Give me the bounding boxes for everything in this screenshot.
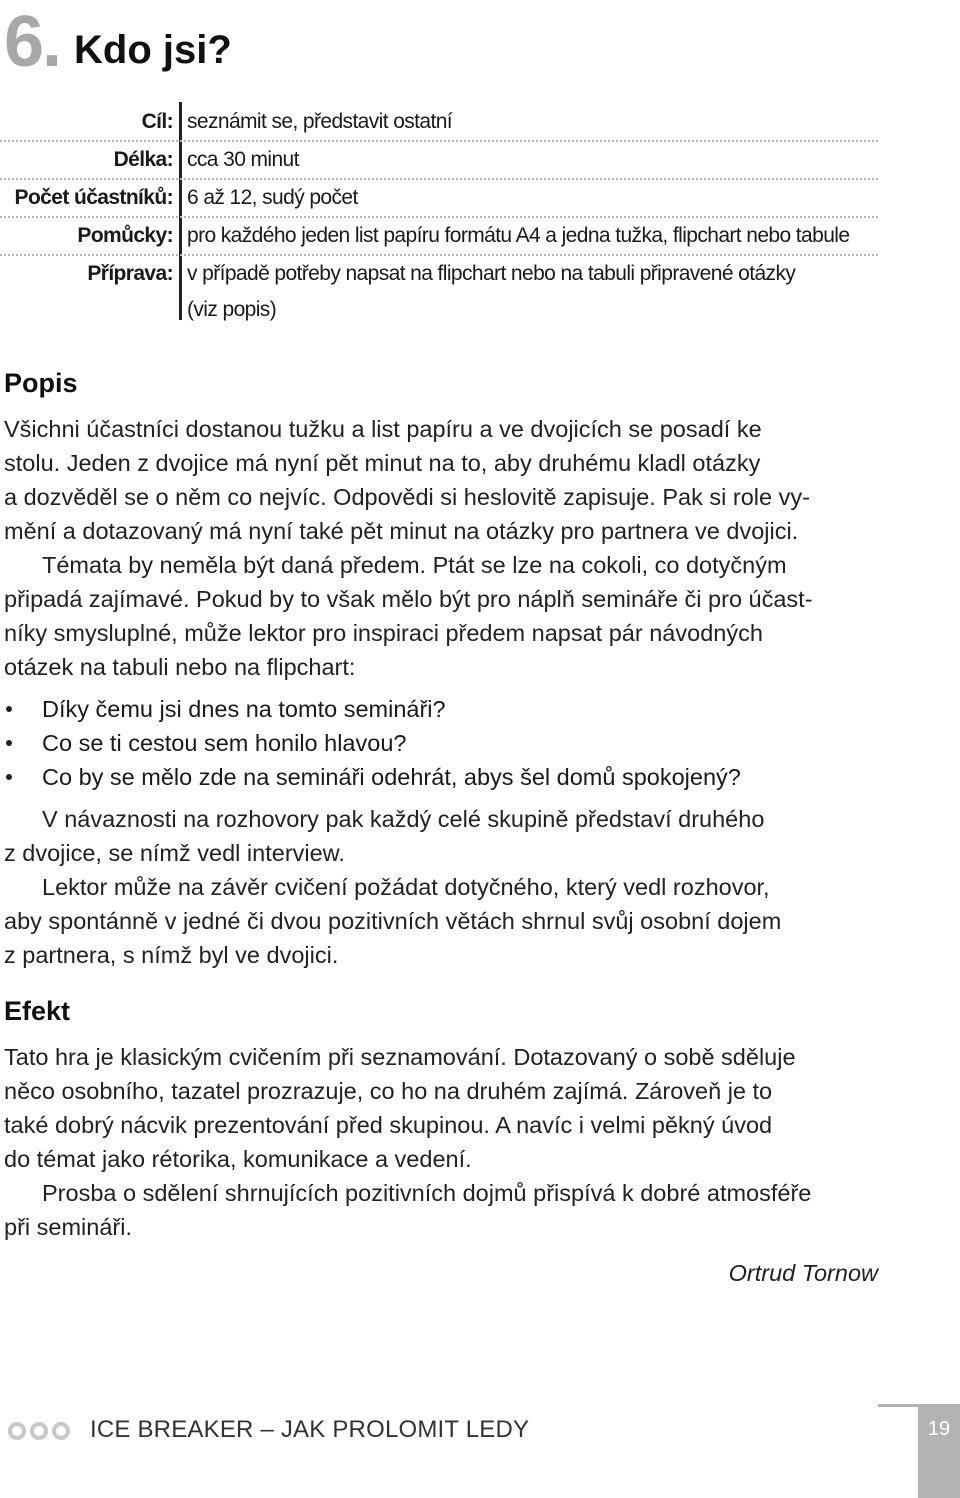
efekt-paragraph-2 — [4, 1176, 878, 1244]
text-line: něco osobního, tazatel prozrazuje, co ho na druhém zajímá. Zároveň je to — [4, 1078, 773, 1104]
chapter-title — [4, 2, 232, 82]
info-label-empty — [0, 292, 175, 328]
text-line: a dozvěděl se o něm co nejvíc. Odpovědi si heslovitě zapisuje. Pak si role vy- — [4, 484, 810, 510]
text-line: Témata by neměla být daná předem. Ptát se lze na cokoli, co dotyčným — [42, 552, 787, 578]
popis-paragraph-3 — [4, 870, 878, 972]
circle-icon — [52, 1422, 70, 1440]
text-line: stolu. Jeden z dvojice má nyní pět minut na to, aby druhému kladl otázky — [4, 450, 761, 476]
info-value: 6 až 12, sudý počet — [187, 186, 358, 209]
text-line: Tato hra je klasickým cvičením při seznamování. Dotazovaný o sobě sděluje — [4, 1044, 796, 1070]
list-item — [4, 726, 878, 760]
chapter-number: 6. — [4, 2, 61, 82]
bullet-icon — [6, 706, 12, 712]
info-table — [0, 104, 878, 328]
popis-paragraph-2 — [4, 802, 878, 870]
section-heading-efekt: Efekt — [4, 996, 71, 1026]
book-title: ICE BREAKER – JAK PROLOMIT LEDY — [90, 1416, 530, 1443]
text-line: níky smysluplné, může lektor pro inspiraci předem napsat pár návodných — [4, 620, 763, 646]
bullet-icon — [6, 774, 12, 780]
info-value: (viz popis) — [187, 298, 277, 321]
circle-icon — [30, 1422, 48, 1440]
decorative-circles — [8, 1422, 70, 1440]
info-label: Cíl: — [141, 110, 173, 133]
popis-paragraph-1 — [4, 412, 878, 684]
question-list — [4, 692, 878, 794]
text-line: otázek na tabuli nebo na flipchart: — [4, 654, 356, 680]
info-label: Délka: — [113, 148, 173, 171]
efekt-paragraph-1 — [4, 1040, 878, 1176]
text-line: aby spontánně v jedné či dvou pozitivních větách shrnul svůj osobní dojem — [4, 908, 782, 934]
info-row-preparation — [0, 256, 878, 292]
list-item-text: Díky čemu jsi dnes na tomto semináři? — [42, 696, 446, 722]
info-label: Pomůcky: — [77, 224, 173, 247]
text-line: z dvojice, se nímž vedl interview. — [4, 840, 345, 866]
text-line: také dobrý nácvik prezentování před skupinou. A navíc i velmi pěkný úvod — [4, 1112, 773, 1138]
info-value: pro každého jeden list papíru formátu A4 a jedna tužka, flipchart nebo tabule — [187, 224, 850, 247]
info-value: cca 30 minut — [187, 148, 299, 171]
text-line: Lektor může na závěr cvičení požádat dotyčného, který vedl rozhovor, — [42, 874, 770, 900]
info-row-materials — [0, 218, 878, 256]
circle-icon — [8, 1422, 26, 1440]
text-line: mění a dotazovaný má nyní také pět minut na otázky pro partnera ve dvojici. — [4, 518, 799, 544]
text-line: při semináři. — [4, 1214, 132, 1240]
info-row-duration — [0, 142, 878, 180]
section-heading-popis: Popis — [4, 368, 78, 398]
page-footer — [0, 1400, 960, 1498]
info-row-preparation-cont — [0, 292, 878, 328]
info-value: seznámit se, představit ostatní — [187, 110, 453, 133]
text-line: V návaznosti na rozhovory pak každý celé skupině představí druhého — [42, 806, 765, 832]
text-line: Všichni účastníci dostanou tužku a list papíru a ve dvojicích se posadí ke — [4, 416, 762, 442]
info-value: v případě potřeby napsat na flipchart nebo na tabuli připravené otázky — [187, 262, 796, 285]
text-line: z partnera, s nímž byl ve dvojici. — [4, 942, 339, 968]
info-row-goal — [0, 104, 878, 142]
page-tab-line — [878, 1404, 920, 1407]
bullet-icon — [6, 740, 12, 746]
author-name: Ortrud Tornow — [728, 1260, 878, 1286]
info-row-participants — [0, 180, 878, 218]
text-line: do témat jako rétorika, komunikace a vedení. — [4, 1146, 472, 1172]
list-item — [4, 692, 878, 726]
list-item — [4, 760, 878, 794]
info-label: Příprava: — [87, 262, 173, 285]
list-item-text: Co by se mělo zde na semináři odehrát, abys šel domů spokojený? — [42, 764, 741, 790]
list-item-text: Co se ti cestou sem honilo hlavou? — [42, 730, 407, 756]
chapter-heading: Kdo jsi? — [74, 28, 232, 72]
text-line: připadá zajímavé. Pokud by to však mělo být pro náplň semináře či pro účast- — [4, 586, 813, 612]
text-line: Prosba o sdělení shrnujících pozitivních dojmů přispívá k dobré atmosféře — [42, 1180, 812, 1206]
page-number: 19 — [927, 1418, 951, 1440]
info-label: Počet účastníků: — [14, 186, 173, 209]
